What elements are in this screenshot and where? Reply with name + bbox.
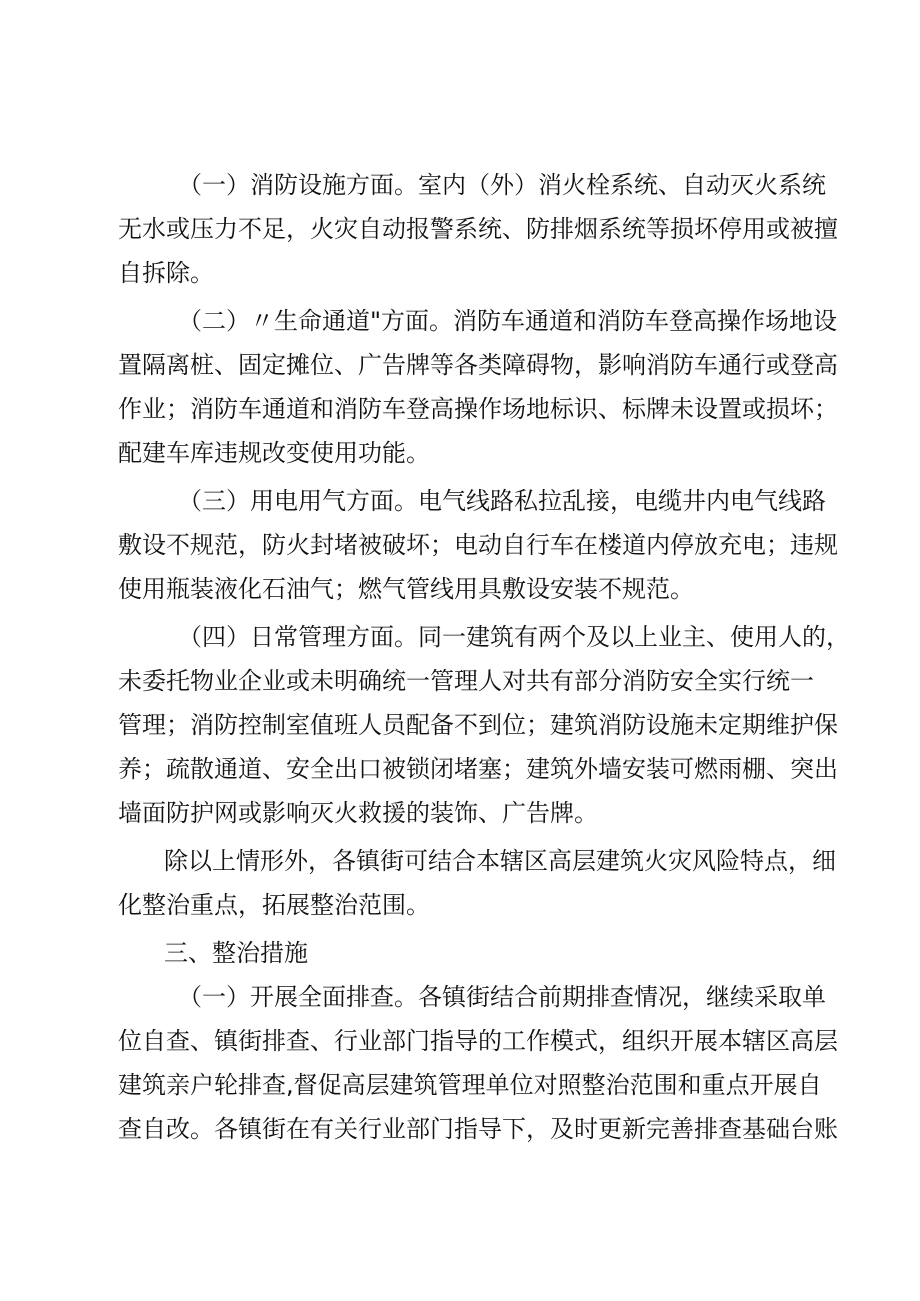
text-line: 作业；消防车通道和消防车登高操作场地标识、标牌未设置或损坏； — [118, 395, 838, 423]
text-line: 使用瓶装液化石油气；燃气管线用具敷设安装不规范。 — [118, 575, 694, 603]
text-line: （一）开展全面排查。各镇街结合前期排查情况，继续采取单 — [178, 983, 826, 1011]
text-line: 除以上情形外，各镇街可结合本辖区高层建筑火灾风险特点，细 — [164, 847, 836, 875]
text-line: 未委托物业企业或未明确统一管理人对共有部分消防安全实行统一 — [118, 667, 814, 695]
text-line: 配建车库违规改变使用功能。 — [118, 439, 430, 467]
section-heading-text: 三、整治措施 — [164, 939, 308, 967]
text-line: 自拆除。 — [118, 259, 214, 287]
text-line: （二）〃生命通道"方面。消防车通道和消防车登高操作场地设 — [178, 307, 838, 335]
text-line: 化整治重点，拓展整治范围。 — [118, 891, 430, 919]
text-line: 位自查、镇街排查、行业部门指导的工作模式，组织开展本辖区高层 — [118, 1027, 838, 1055]
text-line: 养；疏散通道、安全出口被锁闭堵塞；建筑外墙安装可燃雨棚、突出 — [118, 755, 838, 783]
text-line: 管理；消防控制室值班人员配备不到位；建筑消防设施未定期维护保 — [118, 711, 838, 739]
text-line: （一）消防设施方面。室内（外）消火栓系统、自动灭火系统 — [178, 171, 826, 199]
text-line: 建筑亲户轮排查,督促高层建筑管理单位对照整治范围和重点开展自 — [118, 1071, 822, 1099]
text-line: （四）日常管理方面。同一建筑有两个及以上业主、使用人的， — [178, 623, 850, 651]
text-line: 敷设不规范，防火封堵被破坏；电动自行车在楼道内停放充电；违规 — [118, 531, 838, 559]
text-line: 置隔离桩、固定摊位、广告牌等各类障碍物，影响消防车通行或登高 — [118, 351, 838, 379]
text-line: 无水或压力不足，火灾自动报警系统、防排烟系统等损坏停用或被擅 — [118, 215, 838, 243]
text-line: （三）用电用气方面。电气线路私拉乱接，电缆井内电气线路 — [178, 487, 826, 515]
text-line: 查自改。各镇街在有关行业部门指导下，及时更新完善排查基础台账 — [118, 1115, 838, 1143]
text-line: 墙面防护网或影响灭火救援的装饰、广告牌。 — [118, 799, 598, 827]
